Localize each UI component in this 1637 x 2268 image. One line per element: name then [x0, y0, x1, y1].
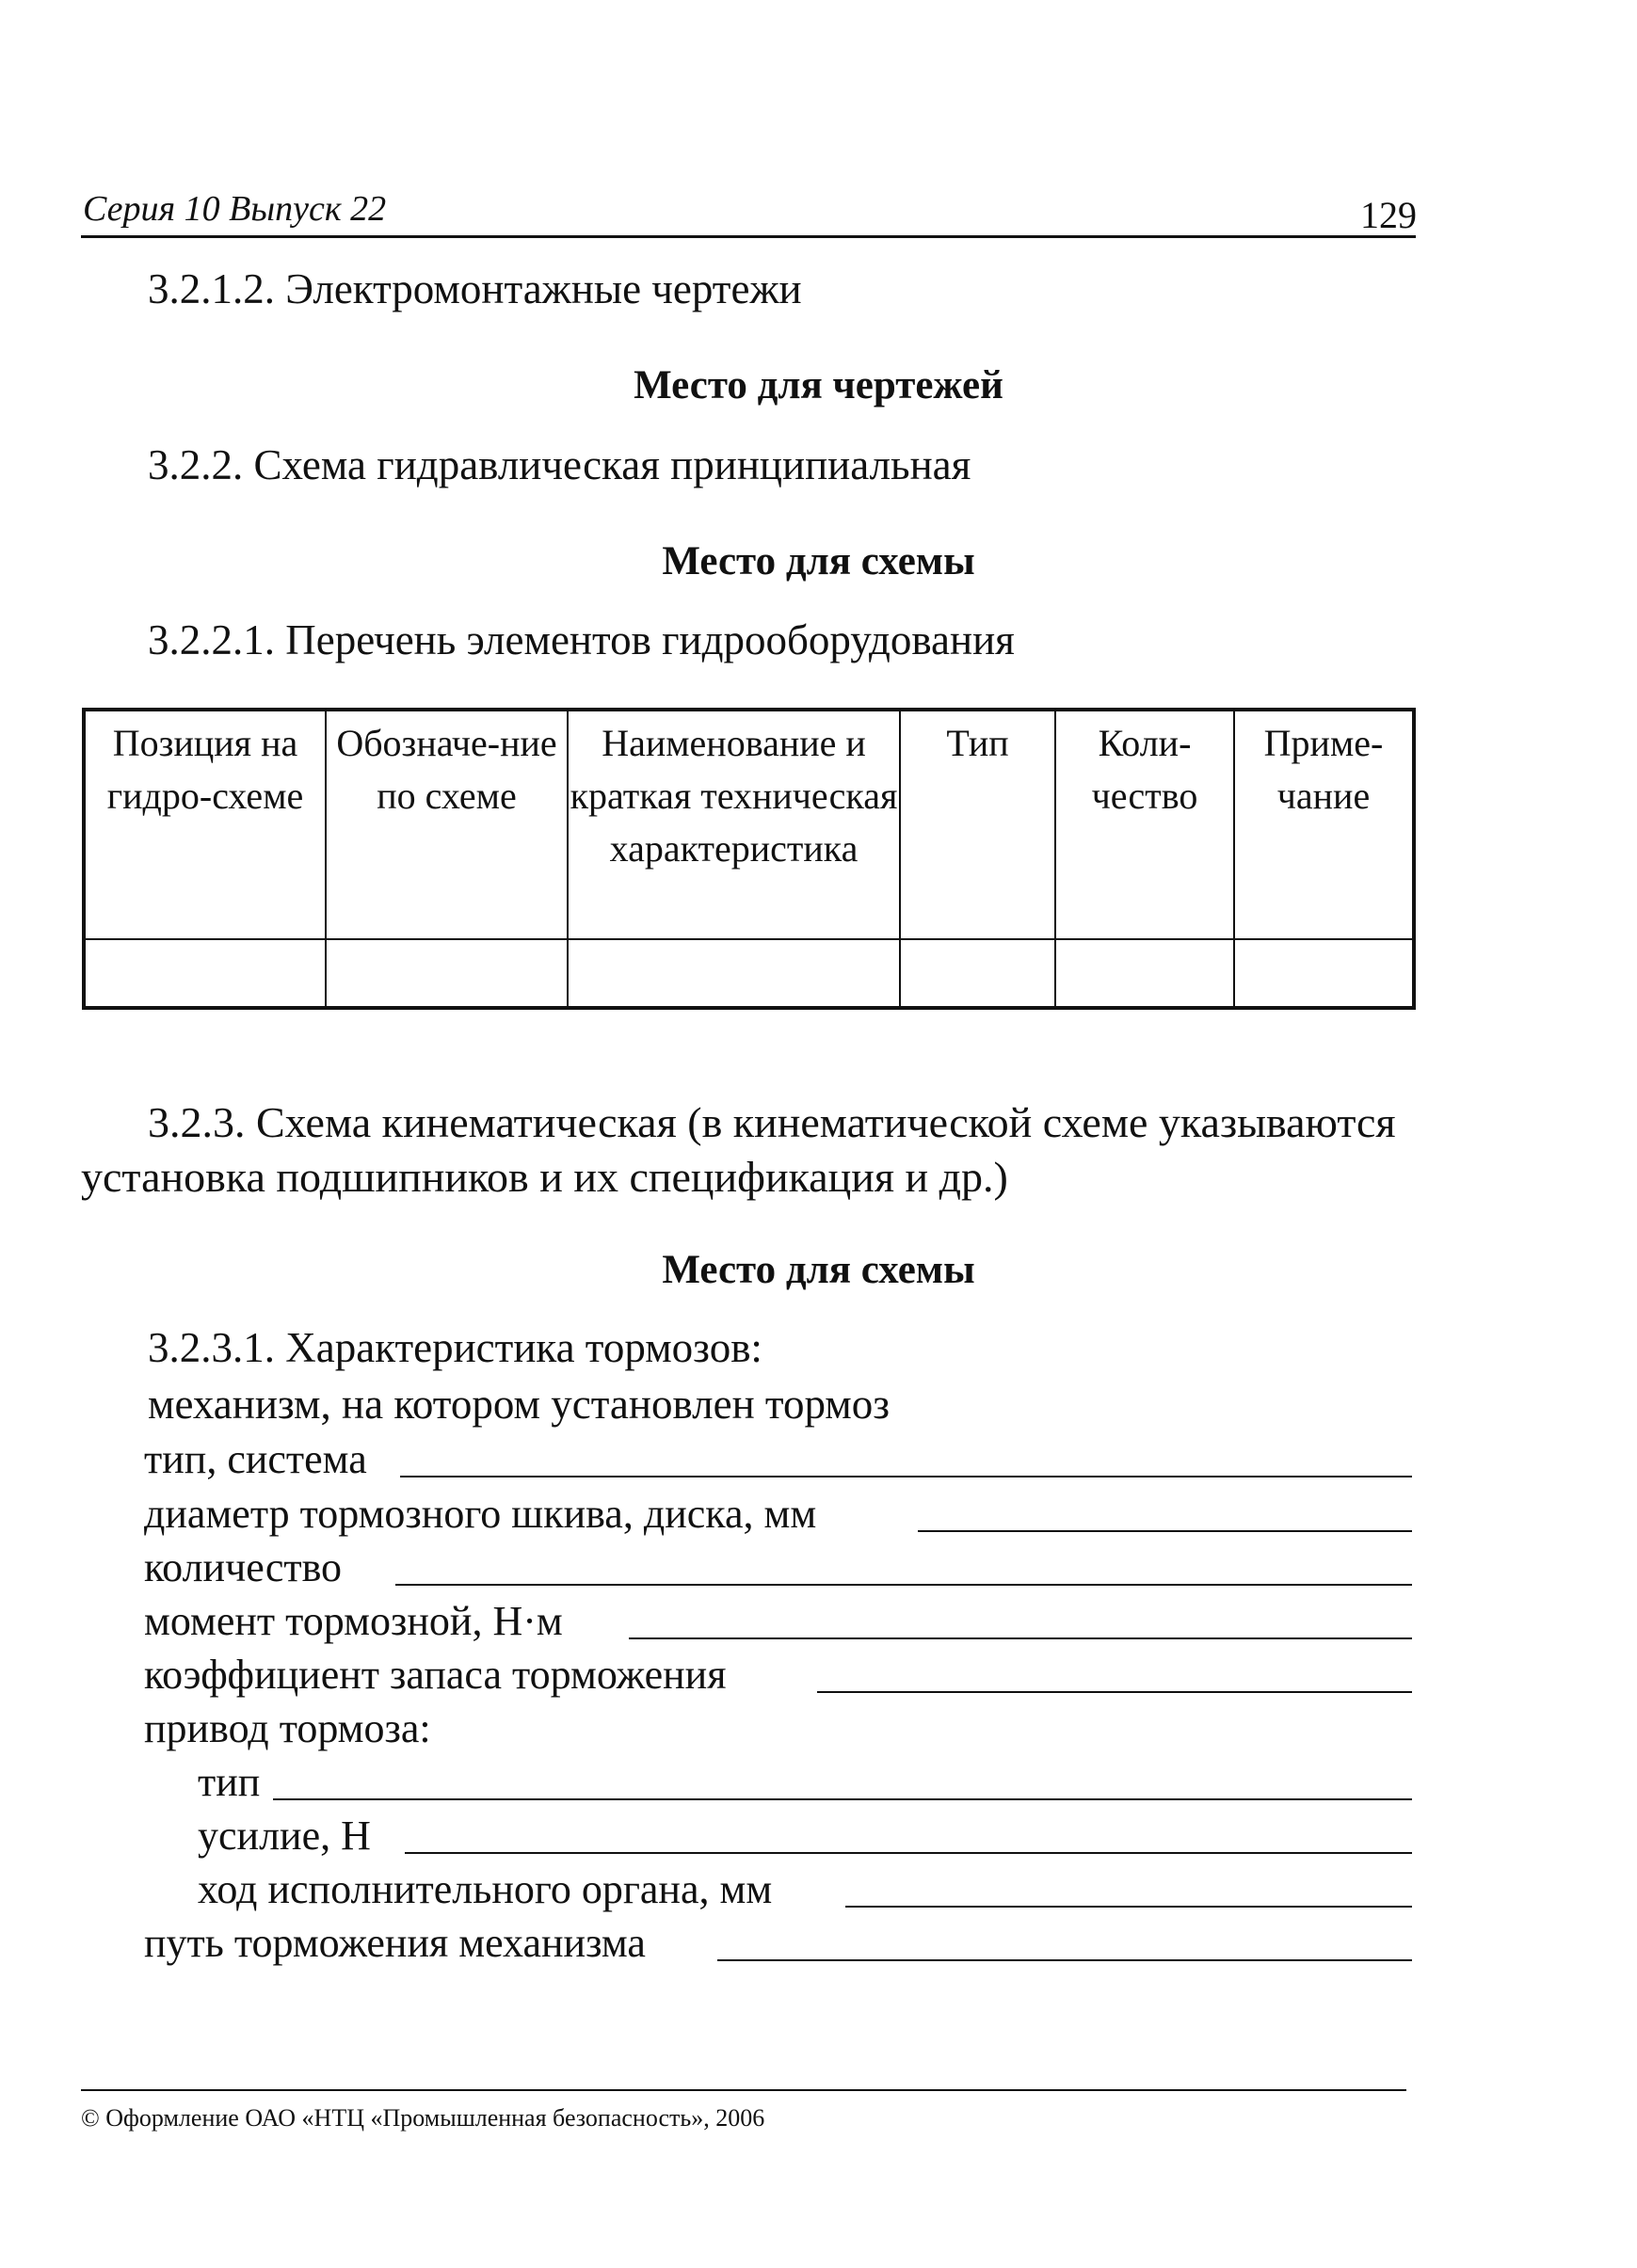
- header-rule: [81, 235, 1416, 238]
- heading-drawings-placeholder: Место для чертежей: [634, 363, 1003, 407]
- col-header-position: Позиция на гидро-схеме: [84, 710, 326, 939]
- table-header-row: [84, 710, 1414, 939]
- col-header-note: Приме-чание: [1234, 710, 1414, 939]
- field-diameter-label: диаметр тормозного шкива, диска, мм: [144, 1491, 817, 1537]
- table-cell[interactable]: [1234, 939, 1414, 1008]
- table-row: [84, 939, 1414, 1008]
- footer-rule: [81, 2089, 1406, 2091]
- section-3-2-2-1: 3.2.2.1. Перечень элементов гидрооборудования: [148, 616, 1015, 663]
- col-header-type: Тип: [900, 710, 1055, 939]
- field-coefficient-blank[interactable]: [817, 1691, 1412, 1693]
- field-type-system-label: тип, система: [144, 1436, 367, 1482]
- section-3-2-1-2: 3.2.1.2. Электромонтажные чертежи: [148, 265, 802, 312]
- field-force-label: усилие, Н: [198, 1813, 371, 1859]
- table-cell[interactable]: [900, 939, 1055, 1008]
- table-cell[interactable]: [1055, 939, 1234, 1008]
- field-drive-label: привод тормоза:: [144, 1705, 431, 1751]
- heading-scheme-placeholder-1: Место для схемы: [662, 539, 975, 583]
- field-diameter-blank[interactable]: [918, 1530, 1412, 1532]
- field-drive-type-label: тип: [198, 1759, 261, 1805]
- field-path-label: путь торможения механизма: [144, 1920, 646, 1966]
- col-header-designation: Обозначе-ние по схеме: [326, 710, 568, 939]
- field-quantity-blank[interactable]: [395, 1584, 1412, 1586]
- table-cell[interactable]: [84, 939, 326, 1008]
- field-type-system-blank[interactable]: [400, 1476, 1412, 1477]
- table-cell[interactable]: [568, 939, 900, 1008]
- field-coefficient-label: коэффициент запаса торможения: [144, 1652, 727, 1698]
- hydraulic-elements-table: [82, 708, 1416, 1010]
- table-cell[interactable]: [326, 939, 568, 1008]
- field-drive-type-blank[interactable]: [273, 1798, 1412, 1800]
- col-header-quantity: Коли-чество: [1055, 710, 1234, 939]
- field-moment-blank[interactable]: [629, 1637, 1412, 1639]
- series-label: Серия 10 Выпуск 22: [83, 189, 387, 229]
- footer-copyright: © Оформление ОАО «НТЦ «Промышленная безопасность», 2006: [81, 2104, 765, 2132]
- section-3-2-3: 3.2.3. Схема кинематическая (в кинематической схеме указываются установка подшипников и их спецификация и др.): [81, 1098, 1396, 1201]
- field-stroke-label: ход исполнительного органа, мм: [198, 1866, 773, 1912]
- col-header-name: Наименование и краткая техническая характеристика: [568, 710, 900, 939]
- field-stroke-blank[interactable]: [845, 1906, 1412, 1908]
- section-3-2-2: 3.2.2. Схема гидравлическая принципиальная: [148, 441, 971, 488]
- heading-scheme-placeholder-2: Место для схемы: [662, 1248, 975, 1292]
- field-path-blank[interactable]: [717, 1959, 1412, 1961]
- page-number: 129: [1360, 194, 1417, 236]
- field-mechanism-label: механизм, на котором установлен тормоз: [148, 1381, 891, 1428]
- field-quantity-label: количество: [144, 1544, 343, 1590]
- section-3-2-3-1: 3.2.3.1. Характеристика тормозов:: [148, 1324, 762, 1371]
- field-force-blank[interactable]: [405, 1852, 1412, 1854]
- field-moment-label: момент тормозной, Н·м: [144, 1598, 563, 1644]
